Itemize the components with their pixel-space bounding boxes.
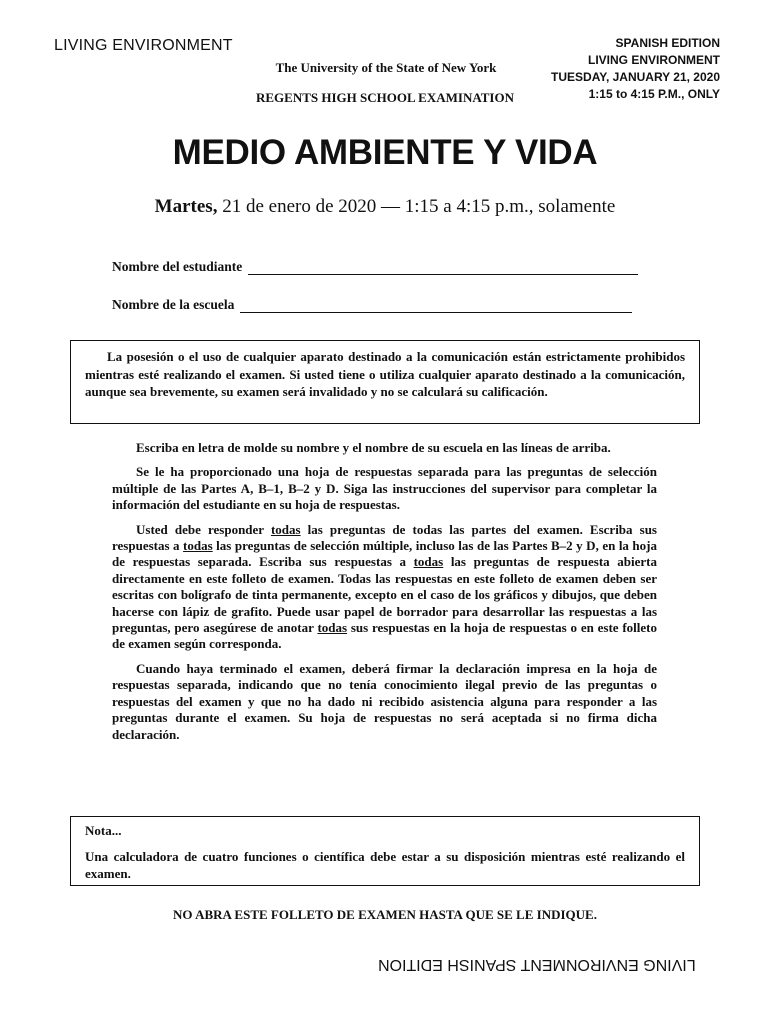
university-name: The University of the State of New York <box>275 60 497 75</box>
date-line-en: TUESDAY, JANUARY 21, 2020 <box>551 70 720 84</box>
page-title: MEDIO AMBIENTE Y VIDA <box>172 133 598 172</box>
exam-day: Martes, <box>154 196 218 217</box>
exam-date-rest: 21 de enero de 2020 — 1:15 a 4:15 p.m., solamente <box>217 196 616 217</box>
instructions <box>112 440 657 751</box>
instruction-paragraph: Cuando haya terminado el examen, deberá firmar la declaración impresa en la hoja de respuestas separada, indicando que no tenía conocimiento ilegal previo de las preguntas o respuestas del examen y que no ha dado ni recibido asistencia alguna para responder a las preguntas durante el examen. Su hoja de respuestas no será aceptada si no firma dicha declaración. <box>112 660 657 742</box>
school-name-row <box>112 297 632 313</box>
instruction-paragraph: Escriba en letra de molde su nombre y el nombre de su escuela en las líneas de arriba. <box>136 440 611 455</box>
instruction-paragraph: Se le ha proporcionado una hoja de respuestas separada para las preguntas de selección múltiple de las Partes A, B–1, B–2 y D. Siga las instrucciones del supervisor para completar la información del estudiante en su hoja de respuestas. <box>112 464 657 513</box>
note-body: Una calculadora de cuatro funciones o científica debe estar a su disposición mientras esté realizando el examen. <box>85 848 685 882</box>
do-not-open-notice: NO ABRA ESTE FOLLETO DE EXAMEN HASTA QUE SE LE INDIQUE. <box>173 907 597 922</box>
note-heading: Nota... <box>85 823 122 838</box>
note-box <box>70 816 700 886</box>
header-subject: LIVING ENVIRONMENT <box>54 37 233 54</box>
exam-type: REGENTS HIGH SCHOOL EXAMINATION <box>255 90 514 105</box>
warning-text: La posesión o el uso de cualquier aparato destinado a la comunicación están estrictamente prohibidos mientras esté realizando el examen. Si usted tiene o utiliza cualquier aparato destinado a la comunicación, aunque sea brevemente, su examen será invalidado y no se calculará su calificación. <box>85 349 685 400</box>
warning-box <box>70 340 700 424</box>
school-name-label: Nombre de la escuela <box>112 297 235 312</box>
student-name-line[interactable] <box>248 262 638 275</box>
edition-info <box>551 35 720 103</box>
subject-line: LIVING ENVIRONMENT <box>587 53 720 67</box>
school-name-line[interactable] <box>240 300 632 313</box>
edition-line: SPANISH EDITION <box>615 36 720 50</box>
exam-date <box>0 196 770 218</box>
instruction-paragraph: Usted debe responder todas las preguntas de todas las partes del examen. Escriba sus respuestas a todas las preguntas de selección múltiple, incluso las de las Partes B–2 y D, en la hoja de respuestas separada. Escriba sus respuestas a todas las preguntas de respuesta abierta directamente en este folleto de examen. Todas las respuestas en este folleto de examen deben ser escritas con bolígrafo de tinta permanente, excepto en el caso de los gráficos y dibujos, que deben hacerse con lápiz de grafito. Puede usar papel de borrador para desarrollar las respuestas a las preguntas, pero asegúrese de anotar todas sus respuestas en la hoja de respuestas o en este folleto de examen según corresponda. <box>112 521 657 652</box>
student-name-row <box>112 259 638 275</box>
time-line-en: 1:15 to 4:15 P.M., ONLY <box>588 87 720 101</box>
student-name-label: Nombre del estudiante <box>112 259 243 274</box>
flipped-footer: LIVING ENVIRONMENT SPANISH EDITION <box>378 956 696 973</box>
